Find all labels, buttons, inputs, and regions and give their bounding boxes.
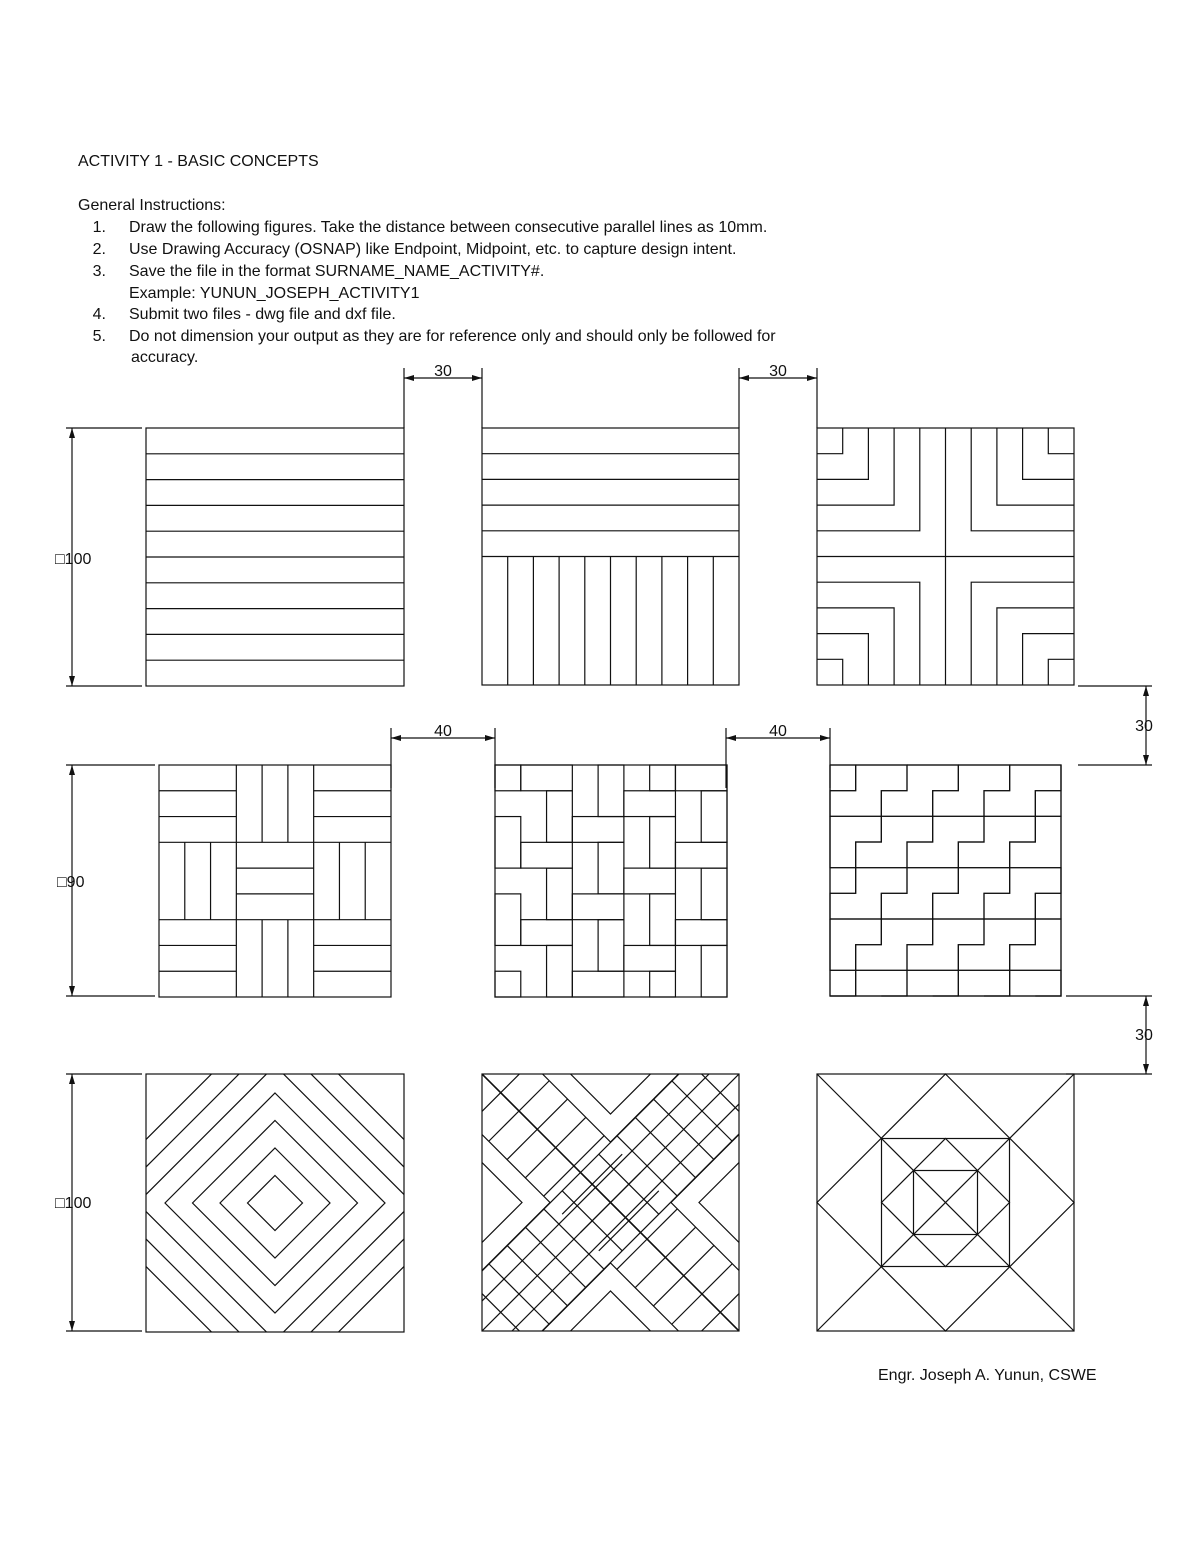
drawing-rect [675, 842, 727, 868]
row1-gap-a-label: 30 [434, 363, 452, 380]
drawing-rect [701, 868, 727, 920]
drawing-rect [675, 765, 727, 791]
drawing-rect [547, 868, 573, 920]
instruction-text: Do not dimension your output as they are for reference only and should only be followed for [129, 328, 776, 345]
arrowhead [69, 1321, 75, 1331]
drawing-rect [624, 945, 676, 971]
arrowhead [739, 375, 749, 381]
instruction-text: Save the file in the format SURNAME_NAME_ACTIVITY#. [129, 263, 545, 280]
top-chevron-outer [543, 1074, 679, 1142]
drawing-polyline [984, 970, 1061, 996]
drawing-rect [495, 765, 521, 791]
drawing-rect [572, 971, 624, 997]
author-credit: Engr. Joseph A. Yunun, CSWE [878, 1367, 1097, 1384]
drawing-polyline [1048, 428, 1074, 454]
drawing-rect [598, 842, 624, 894]
drawing-rect [521, 920, 573, 946]
drawing-polyline [1035, 765, 1061, 816]
drawing-rect [624, 791, 676, 817]
arrowhead [1143, 686, 1149, 696]
drawing-rect [495, 971, 521, 997]
x-grid-group [324, 886, 898, 1520]
drawing-polyline [817, 608, 894, 685]
drawing-rect [624, 868, 676, 894]
diamond [110, 1038, 440, 1368]
instruction-text-continued: accuracy. [131, 349, 199, 366]
row2-height-label: □90 [57, 874, 85, 891]
diamond [248, 1176, 303, 1231]
arrowhead [1143, 996, 1149, 1006]
drawing-rect [495, 817, 521, 869]
drawing-polyline [997, 428, 1074, 505]
arrowhead [1143, 755, 1149, 765]
row-gap-1-label: 30 [1135, 718, 1153, 735]
drawing-rect [521, 842, 573, 868]
figure-diagonal-x-grid [324, 886, 898, 1520]
bottom-chevron-outer [543, 1263, 679, 1331]
drawing-rect [547, 791, 573, 843]
instruction-number: 3. [92, 263, 106, 280]
drawing-line [354, 976, 868, 1490]
figure-step-tiles [830, 765, 1061, 996]
figure-parquet-basketweave [159, 765, 391, 997]
diamond [83, 1011, 468, 1396]
drawing-rect [650, 765, 676, 791]
drawing-rect [650, 817, 676, 869]
drawing-rect [701, 791, 727, 843]
instruction-number: 2. [92, 241, 106, 258]
drawing-polyline [1048, 659, 1074, 685]
drawing-rect [830, 765, 1061, 996]
figure-corner-l-shapes [817, 428, 1074, 685]
instruction-text: Draw the following figures. Take the distance between consecutive parallel lines as 10mm. [129, 219, 768, 236]
row3-height-label: □100 [55, 1195, 92, 1212]
drawing-polyline [817, 659, 843, 685]
figure-herringbone-weave [495, 765, 727, 997]
arrowhead [69, 765, 75, 775]
drawing-rect [598, 920, 624, 972]
drawing-rect [159, 765, 391, 997]
right-chevron [699, 1163, 739, 1243]
drawing-rect [650, 894, 676, 946]
arrowhead [69, 1074, 75, 1084]
drawing-polyline [1035, 868, 1061, 919]
drawing-rect [521, 765, 573, 791]
dimension-lines [66, 368, 1152, 1331]
bottom-chevron [571, 1291, 651, 1331]
top-chevron [571, 1074, 651, 1114]
dimension-labels [55, 363, 1153, 1212]
drawing-rect [146, 1074, 404, 1332]
instruction-number: 4. [92, 306, 106, 323]
instruction-text: Use Drawing Accuracy (OSNAP) like Endpoint, Midpoint, etc. to capture design intent. [129, 241, 737, 258]
drawing-rect [547, 945, 573, 997]
page-title: ACTIVITY 1 - BASIC CONCEPTS [78, 153, 319, 170]
drawing-polyline [1035, 970, 1061, 996]
row2-gap-b-label: 40 [769, 723, 787, 740]
drawing-polyline [830, 970, 907, 996]
drawing-polyline [1010, 919, 1061, 970]
figure-horizontal-lines [146, 428, 404, 686]
drawing-polyline [817, 428, 894, 505]
figure-concentric-diamonds [83, 1011, 468, 1396]
row2-gap-a-label: 40 [434, 723, 452, 740]
right-chevron-outer [671, 1135, 739, 1271]
arrowhead [807, 375, 817, 381]
arrowhead [472, 375, 482, 381]
drawing-rect [572, 894, 624, 920]
diamond [220, 1148, 330, 1258]
drawing-polyline [881, 970, 958, 996]
instruction-text: Submit two files - dwg file and dxf file. [129, 306, 396, 323]
arrowhead [391, 735, 401, 741]
arrowhead [69, 676, 75, 686]
diamond-group [83, 1011, 468, 1396]
figure-horizontal-vertical-lines [482, 428, 739, 685]
row1-gap-b-label: 30 [769, 363, 787, 380]
arrowhead [820, 735, 830, 741]
left-chevron [482, 1163, 522, 1243]
instruction-number: 1. [92, 219, 106, 236]
drawing-rect [572, 817, 624, 843]
arrowhead [1143, 1064, 1149, 1074]
row1-height-label: □100 [55, 551, 92, 568]
arrowhead [485, 735, 495, 741]
arrowhead [69, 428, 75, 438]
drawing-polyline [817, 428, 843, 454]
drawing-rect [701, 945, 727, 997]
drawing-rect [598, 765, 624, 817]
instruction-number: 5. [92, 328, 106, 345]
left-chevron-outer [482, 1135, 550, 1271]
arrowhead [726, 735, 736, 741]
drawing-rect [675, 920, 727, 946]
figure-nested-squares-diamonds [817, 1074, 1074, 1331]
drawing-polyline [830, 970, 856, 996]
diamond [193, 1121, 358, 1286]
drawing-polyline [997, 608, 1074, 685]
drawing-polyline [1010, 816, 1061, 867]
row-gap-2-label: 30 [1135, 1027, 1153, 1044]
diamond [165, 1093, 385, 1313]
instructions-heading: General Instructions: [78, 197, 226, 214]
arrowhead [69, 986, 75, 996]
drawing-rect [495, 894, 521, 946]
instruction-example: Example: YUNUN_JOSEPH_ACTIVITY1 [129, 285, 420, 302]
drawing-polyline [933, 970, 1010, 996]
drawing-line [354, 916, 868, 1430]
drawing-rect [650, 971, 676, 997]
arrowhead [404, 375, 414, 381]
drawing-rect [495, 765, 727, 997]
